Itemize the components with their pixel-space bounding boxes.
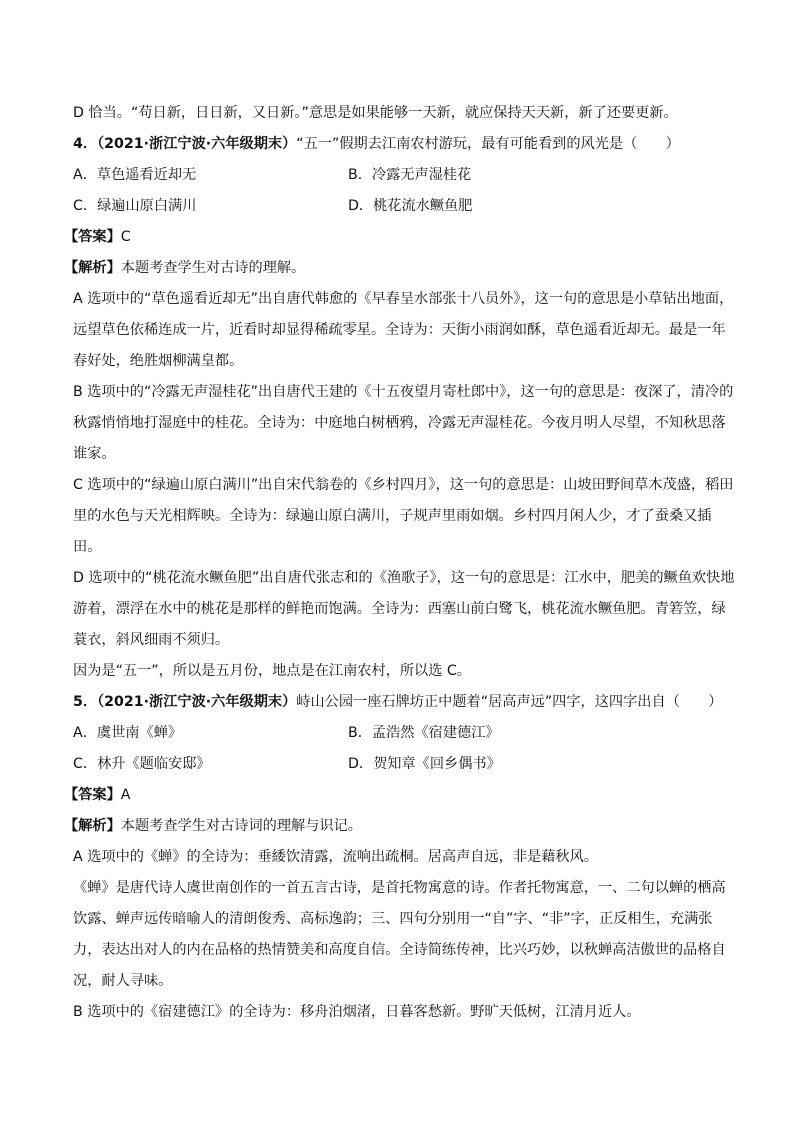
option-d: D．桃花流水鳜鱼肥 xyxy=(348,198,473,214)
text-line: 田。 xyxy=(73,539,102,555)
answer-value: A xyxy=(120,787,131,803)
question-source: （2021·浙江宁波·六年级期末） xyxy=(97,694,297,710)
text-line: A 选项中的“草色遥看近却无”出自唐代韩愈的《早春呈水部张十八员外》，这一句的意思是小草钻出地面， xyxy=(73,291,734,307)
text-line: 里的水色与天光相辉映。全诗为：绿遍山原白满川，子规声里雨如烟。乡村四月闲人少，才了蚕桑又插 xyxy=(73,508,712,524)
text-line: 秋露悄悄地打湿庭中的桂花。全诗为：中庭地白树栖鸦，冷露无声湿桂花。今夜月明人尽望，不知秋思落 xyxy=(73,415,726,431)
answer-label: 【答案】 xyxy=(64,787,121,803)
text-line: 况，耐人寻味。 xyxy=(73,973,173,989)
text-line: 因为是“五一”，所以是五月份，地点是在江南农村，所以选 C。 xyxy=(73,663,471,679)
text-line: C 选项中的“绿遍山原白满川”出自宋代翁卷的《乡村四月》，这一句的意思是：山坡田野间草木茂盛，稻田 xyxy=(73,477,734,493)
text-line: 远望草色依稀连成一片，近看时却显得稀疏零星。全诗为：天街小雨润如酥，草色遥看近却无。最是一年 xyxy=(73,322,726,338)
text-line: 蓑衣，斜风细雨不须归。 xyxy=(73,632,230,648)
option-d: D．贺知章《回乡偶书》 xyxy=(348,756,501,772)
analysis-text: 本题考查学生对古诗的理解。 xyxy=(120,260,306,276)
text-line: B 选项中的《宿建德江》的全诗为：移舟泊烟渚，日暮客愁新。野旷天低树，江清月近人。 xyxy=(73,1004,641,1020)
option-c: C．绿遍山原白满川 xyxy=(73,198,197,214)
question-4 xyxy=(73,134,680,154)
answer-value: C xyxy=(120,229,131,245)
text-line: D 恰当。“苟日新，日日新，又日新。”意思是如果能够一天新，就应保持天天新，新了还要更新。 xyxy=(73,105,678,121)
option-c: C．林升《题临安邸》 xyxy=(73,756,211,772)
text-line: 春好处，绝胜烟柳满皇都。 xyxy=(73,353,244,369)
text-line: D 选项中的“桃花流水鳜鱼肥”出自唐代张志和的《渔歌子》，这一句的意思是：江水中，肥美的鳜鱼欢快地 xyxy=(73,570,735,586)
text-line: 游着，漂浮在水中的桃花是那样的鲜艳而饱满。全诗为：西塞山前白鹭飞，桃花流水鳜鱼肥。青箬笠，绿 xyxy=(73,601,726,617)
answer-line xyxy=(64,227,131,247)
analysis-label: 【解析】 xyxy=(64,260,121,276)
analysis-line xyxy=(64,816,362,836)
text-line: B 选项中的“冷露无声湿桂花”出自唐代王建的《十五夜望月寄杜郎中》，这一句的意思是：夜深了，清冷的 xyxy=(73,384,734,400)
question-5 xyxy=(73,692,722,712)
question-number: 4． xyxy=(73,136,98,152)
text-line: 饮露、蝉声远传暗喻人的清朗俊秀、高标逸韵；三、四句分别用一“自”字、“非”字，正反相生，充满张 xyxy=(73,911,713,927)
answer-label: 【答案】 xyxy=(64,229,121,245)
question-number: 5． xyxy=(73,694,98,710)
analysis-label: 【解析】 xyxy=(64,818,121,834)
option-a: A．草色遥看近却无 xyxy=(73,167,197,183)
option-a: A．虞世南《蝉》 xyxy=(73,725,183,741)
option-b: B．孟浩然《宿建德江》 xyxy=(348,725,500,741)
text-line: 《蝉》是唐代诗人虞世南创作的一首五言古诗，是首托物寓意的诗。作者托物寓意，一、二句以蝉的栖高 xyxy=(73,880,726,896)
analysis-text: 本题考查学生对古诗词的理解与识记。 xyxy=(120,818,362,834)
analysis-line xyxy=(64,258,305,278)
answer-line xyxy=(64,785,130,805)
text-line: 力，表达出对人的内在品格的热情赞美和高度自信。全诗简练传神，比兴巧妙，以秋蝉高洁傲世的品格自 xyxy=(73,942,726,958)
option-b: B．冷露无声湿桂花 xyxy=(348,167,472,183)
question-source: （2021·浙江宁波·六年级期末） xyxy=(97,136,297,152)
question-text: 峙山公园一座石牌坊正中题着“居高声远”四字，这四字出自（ ） xyxy=(296,694,723,710)
text-line: A 选项中的《蝉》的全诗为：垂緌饮清露，流响出疏桐。居高声自远，非是藉秋风。 xyxy=(73,849,598,865)
text-line: 谁家。 xyxy=(73,446,116,462)
question-text: “五一”假期去江南农村游玩，最有可能看到的风光是（ ） xyxy=(296,136,680,152)
